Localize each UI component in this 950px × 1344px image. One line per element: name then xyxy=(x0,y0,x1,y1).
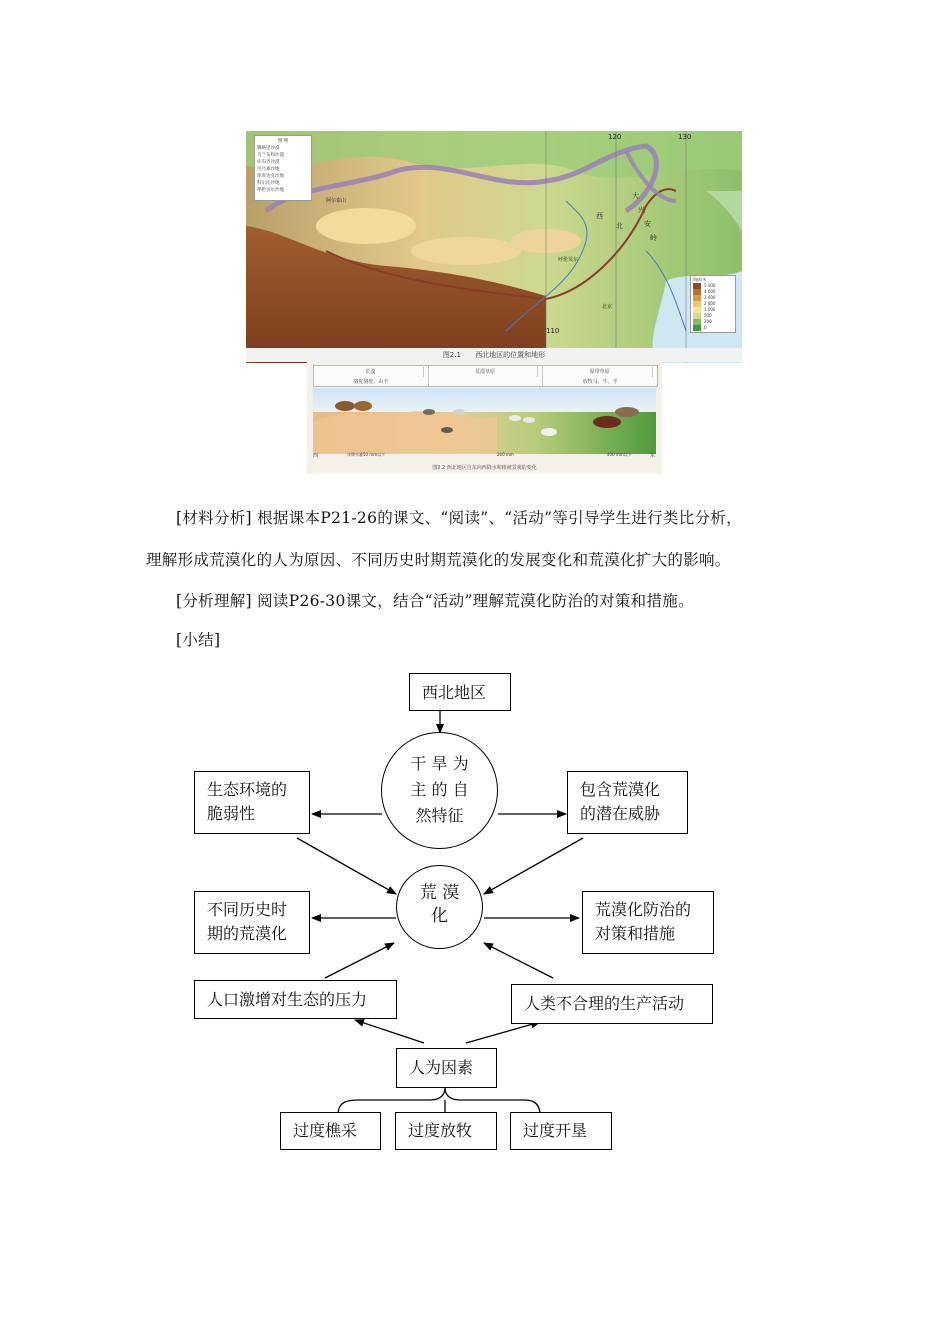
overcutting-box xyxy=(280,1112,381,1150)
arrow-fragile-to-desertification xyxy=(297,838,396,894)
historical-desertification-line: 期的荒漠化 xyxy=(207,924,288,943)
countermeasures-line: 对策和措施 xyxy=(595,924,676,943)
map-region-label: 兴 xyxy=(638,206,645,214)
map-grid-label: 110 xyxy=(546,327,560,335)
northwest-region-label: 西北地区 xyxy=(422,683,487,702)
map-region-label: 北京 xyxy=(602,304,613,310)
natural-features-circle xyxy=(381,732,498,849)
landscape-precip-right: 400 mm以下 xyxy=(607,452,632,457)
landscape-zone-name: 荒漠 xyxy=(318,367,424,377)
map-legend-item: 科尔沁沙地 xyxy=(257,181,280,186)
material-analysis-paragraph: [材料分析] 根据课本P21-26的课文、“阅读”、“活动”等引导学生进行类比分析， xyxy=(176,509,742,527)
overcutting-label: 过度樵采 xyxy=(293,1121,358,1140)
overgrazing-box xyxy=(395,1112,497,1150)
desertification-line: 化 xyxy=(431,906,448,926)
landscape-zone-animals: 骆驼骆驼、山羊 xyxy=(353,379,389,385)
unreasonable-production-label: 人类不合理的生产活动 xyxy=(524,994,685,1013)
map-region-label: 西 xyxy=(596,212,603,220)
elevation-legend-value: 5 000 xyxy=(704,283,716,288)
fragile-ecology-line: 生态环境的 xyxy=(207,780,288,799)
potential-threat-line: 包含荒漠化 xyxy=(580,780,661,799)
elevation-legend-value: 200 xyxy=(704,319,712,324)
northwest-region-box xyxy=(409,673,511,711)
arrow-potential-to-desertification xyxy=(484,838,583,894)
elevation-legend-value: 0 xyxy=(704,325,707,330)
landscape-caption: 图2.2 西北地区自东向西降水和植被景观的变化 xyxy=(432,465,537,471)
material-analysis-continuation: 理解形成荒漠化的人为原因、不同历史时期荒漠化的发展变化和荒漠化扩大的影响。 xyxy=(146,551,731,569)
landscape-precip-left: 年降水量50 mm以下 xyxy=(347,452,386,457)
natural-features-line: 然特征 xyxy=(415,806,464,825)
landscape-precip-mid: 200 mm xyxy=(497,452,514,457)
map-region-label: 阿尔泰山 xyxy=(326,198,347,204)
overcultivation-box xyxy=(510,1112,612,1150)
map-legend-item: 乌兰布和沙漠 xyxy=(257,153,284,158)
natural-features-line: 干 旱 为 xyxy=(410,754,469,773)
elevation-legend-value: 500 xyxy=(704,313,712,318)
map-grid-label: 130 xyxy=(678,133,692,141)
countermeasures-line: 荒漠化防治的 xyxy=(595,900,692,919)
landscape-zone-name: 荒漠草原 xyxy=(433,367,539,377)
unreasonable-production-box xyxy=(511,984,713,1024)
arrow-production-to-desertification xyxy=(484,943,553,978)
map-region-label: 大 xyxy=(632,192,639,200)
map-legend-item: 毛乌素沙地 xyxy=(257,167,280,172)
landscape-west-label: 西 xyxy=(313,453,319,459)
population-pressure-box xyxy=(194,980,397,1019)
map-legend-item: 浑善达克沙地 xyxy=(257,174,284,179)
map-region-label: 安 xyxy=(644,220,651,228)
arrow-human-to-population xyxy=(355,1020,424,1043)
arrow-human-to-production xyxy=(466,1022,540,1043)
elevation-legend-value: 4 000 xyxy=(704,289,716,294)
map-caption-number: 图2.1 xyxy=(442,351,461,359)
desertification-line: 荒 漠 xyxy=(419,883,460,903)
fragile-ecology-box xyxy=(194,771,310,834)
population-pressure-label: 人口激增对生态的压力 xyxy=(207,990,368,1009)
analysis-understanding-paragraph: [分析理解] 阅读P26-30课文，结合“活动”理解荒漠化防治的对策和措施。 xyxy=(176,592,694,610)
map-region-label: 岭 xyxy=(650,234,657,242)
fragile-ecology-line: 脆弱性 xyxy=(207,804,256,823)
landscape-zone-name: 温带草原 xyxy=(547,367,653,377)
human-factors-box xyxy=(396,1048,497,1088)
elevation-legend-value: 3 000 xyxy=(704,295,716,300)
desertification-circle xyxy=(396,865,483,949)
historical-desertification-line: 不同历史时 xyxy=(207,900,288,919)
map-legend-title: 图 例 xyxy=(277,139,289,144)
map-caption-title: 西北地区的位置和地形 xyxy=(475,351,546,359)
arrow-population-to-desertification xyxy=(325,943,394,978)
countermeasures-box xyxy=(582,891,714,954)
map-grid-label: 120 xyxy=(608,133,622,141)
brace-human-factors xyxy=(338,1088,540,1115)
map-region-label: 北 xyxy=(616,222,623,230)
overcultivation-label: 过度开垦 xyxy=(523,1121,588,1140)
map-legend-item: 呼伦贝尔沙地 xyxy=(257,188,284,193)
human-factors-label: 人为因素 xyxy=(409,1058,474,1077)
elevation-legend-title: 海拔/米 xyxy=(693,277,707,282)
landscape-east-label: 东 xyxy=(650,453,656,459)
potential-threat-line: 的潜在威胁 xyxy=(580,804,661,823)
map-legend-item: 腾格里沙漠 xyxy=(257,146,280,151)
summary-heading: [小结] xyxy=(176,631,221,649)
elevation-legend-value: 2 000 xyxy=(704,301,716,306)
natural-features-line: 主 的 自 xyxy=(410,780,469,799)
overgrazing-label: 过度放牧 xyxy=(408,1121,473,1140)
elevation-legend-value: 1 000 xyxy=(704,307,716,312)
map-legend-item: 库布齐沙漠 xyxy=(257,160,280,165)
map-region-label: 呼伦贝尔 xyxy=(558,257,579,263)
landscape-zone-animals: 放牧马、牛、羊 xyxy=(582,379,618,385)
historical-desertification-box xyxy=(194,891,310,954)
potential-threat-box xyxy=(567,771,688,834)
